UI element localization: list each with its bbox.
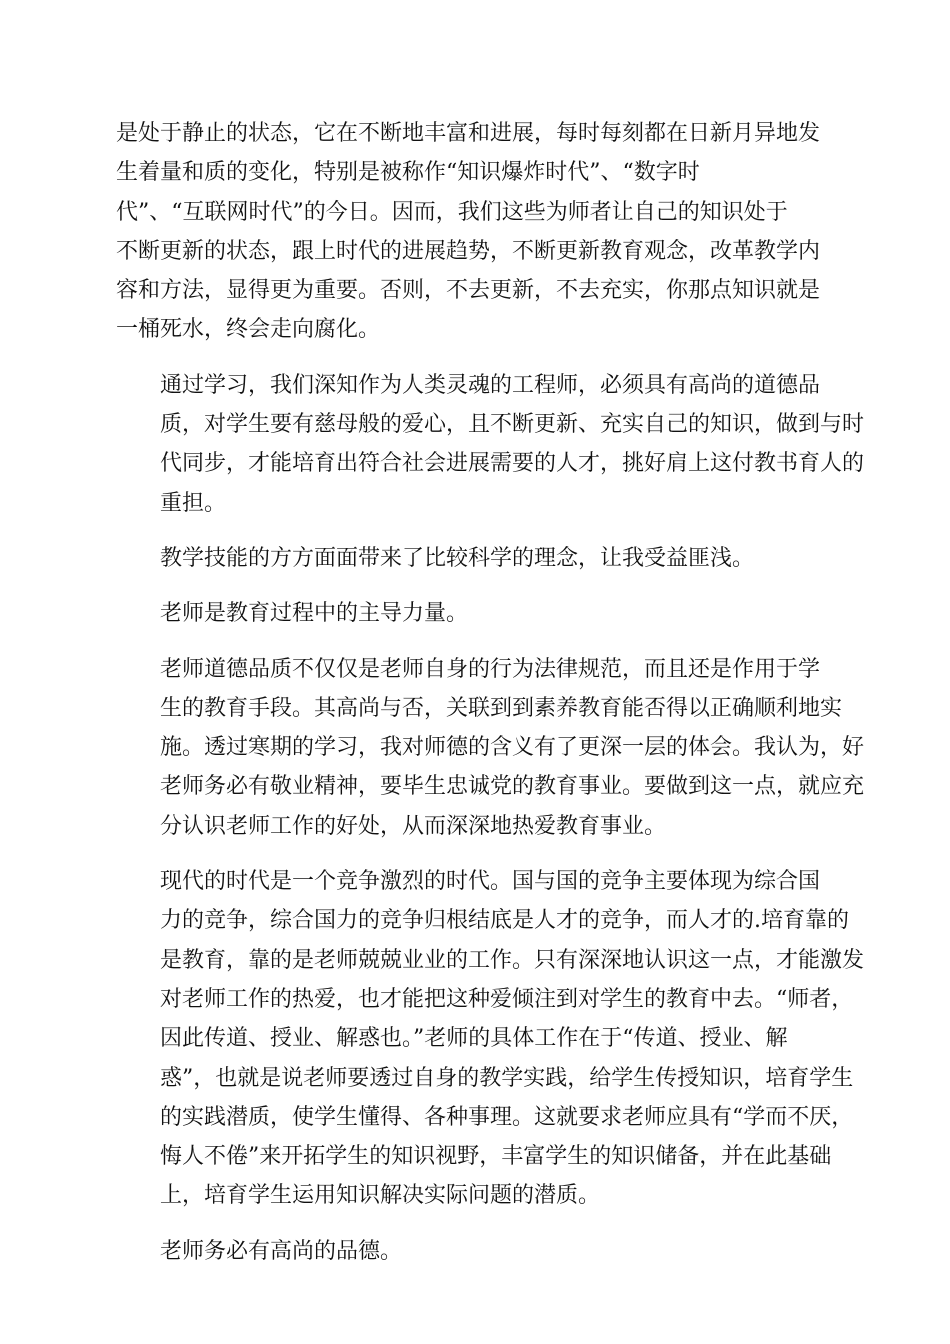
text-line: 教学技能的方方面面带来了比较科学的理念，让我受益匪浅。 xyxy=(160,545,755,571)
document-page xyxy=(116,114,865,1287)
text-line: 现代的时代是一个竞争激烈的时代。国与国的竞争主要体现为综合国 xyxy=(160,869,821,895)
paragraph xyxy=(116,366,865,523)
paragraph xyxy=(116,862,865,1216)
text-line: 施。透过寒期的学习，我对师德的含义有了更深一层的体会。我认为，好 xyxy=(160,735,865,761)
text-line: 质，对学生要有慈母般的爱心，且不断更新、充实自己的知识，做到与时 xyxy=(160,412,865,438)
text-line: 的实践潜质，使学生懂得、各种事理。这就要求老师应具有“学而不厌， xyxy=(160,1104,854,1130)
text-line: 惑”，也就是说老师要透过自身的教学实践，给学生传授知识，培育学生 xyxy=(160,1065,854,1091)
paragraph xyxy=(116,1232,831,1271)
paragraph xyxy=(116,650,865,846)
text-line: 生着量和质的变化，特别是被称作“知识爆炸时代”、“数字时 xyxy=(116,160,700,186)
paragraph xyxy=(116,114,831,350)
text-line: 容和方法，显得更为重要。否则，不去更新，不去充实，你那点知识就是 xyxy=(116,278,821,304)
text-line: 代同步，才能培育出符合社会进展需要的人才，挑好肩上这付教书育人的 xyxy=(160,451,865,477)
text-line: 代”、“互联网时代”的今日。因而，我们这些为师者让自己的知识处于 xyxy=(116,199,788,225)
text-line: 对老师工作的热爱，也才能把这种爱倾注到对学生的教育中去。“师者， xyxy=(160,986,854,1012)
text-line: 不断更新的状态，跟上时代的进展趋势，不断更新教育观念，改革教学内 xyxy=(116,238,821,264)
text-line: 一桶死水，终会走向腐化。 xyxy=(116,317,381,343)
text-line: 老师道德品质不仅仅是老师自身的行为法律规范，而且还是作用于学 xyxy=(160,656,821,682)
text-line: 悔人不倦”来开拓学生的知识视野，丰富学生的知识储备，并在此基础 xyxy=(160,1144,832,1170)
text-line: 分认识老师工作的好处，从而深深地热爱教育事业。 xyxy=(160,813,667,839)
text-line: 上，培育学生运用知识解决实际问题的潜质。 xyxy=(160,1183,601,1209)
text-line: 因此传道、授业、解惑也。”老师的具体工作在于“传道、授业、解 xyxy=(160,1026,788,1052)
text-line: 重担。 xyxy=(160,490,227,516)
text-line: 是教育，靠的是老师兢兢业业的工作。只有深深地认识这一点，才能激发 xyxy=(160,947,865,973)
text-line: 生的教育手段。其高尚与否，关联到到素养教育能否得以正确顺利地实 xyxy=(160,695,843,721)
paragraph xyxy=(116,539,831,578)
text-line: 力的竞争，综合国力的竞争归根结底是人才的竞争，而人才的.培育靠的 xyxy=(160,908,849,934)
paragraph xyxy=(116,594,831,633)
text-line: 老师务必有高尚的品德。 xyxy=(160,1238,403,1264)
text-line: 通过学习，我们深知作为人类灵魂的工程师，必须具有高尚的道德品 xyxy=(160,372,821,398)
text-line: 老师务必有敬业精神，要毕生忠诚党的教育事业。要做到这一点，就应充 xyxy=(160,774,865,800)
text-line: 是处于静止的状态，它在不断地丰富和进展，每时每刻都在日新月异地发 xyxy=(116,121,821,146)
text-line: 老师是教育过程中的主导力量。 xyxy=(160,601,469,627)
